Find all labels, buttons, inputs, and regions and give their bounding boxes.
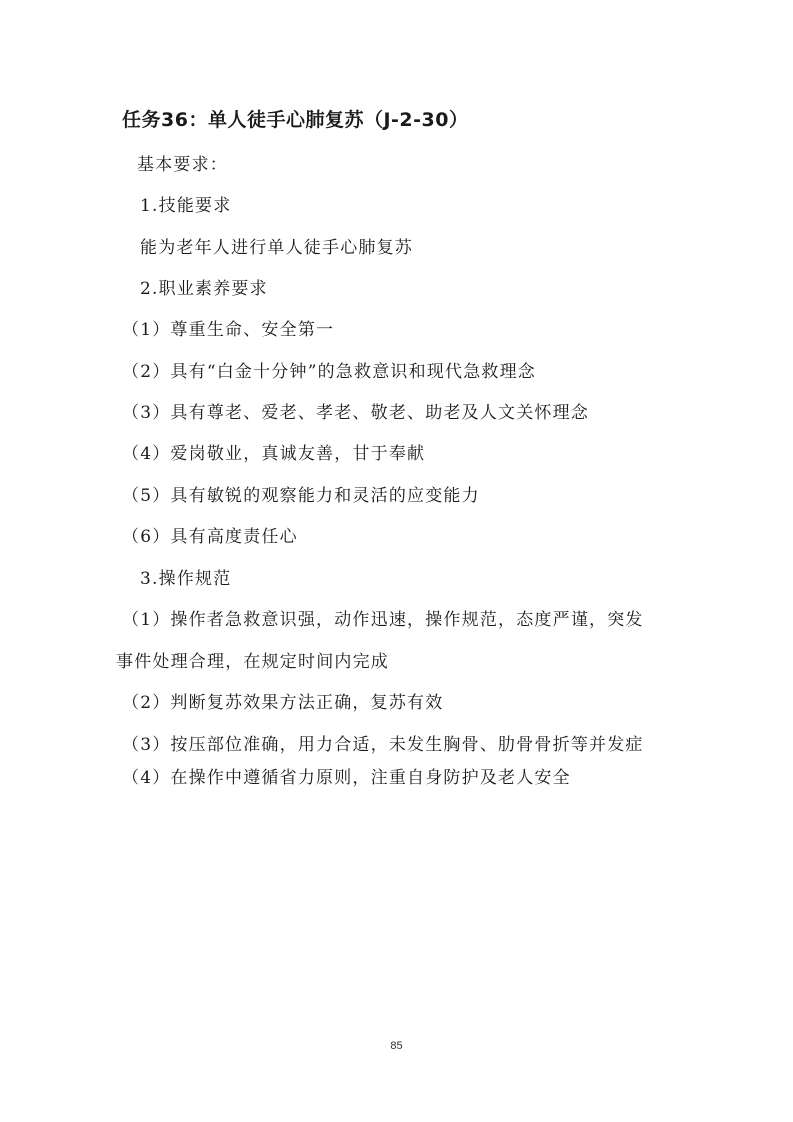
professional-requirements-heading: 2.职业素养要求 (140, 279, 268, 299)
operation-item-3: （3）按压部位准确，用力合适，未发生胸骨、肋骨骨折等并发症 (122, 735, 644, 755)
page-number: 85 (390, 1040, 403, 1052)
section-title: 任务36：单人徒手心肺复苏（J-2-30） (122, 109, 469, 131)
operation-item-1: （1）操作者急救意识强，动作迅速，操作规范，态度严谨，突发 (122, 610, 644, 630)
basic-requirements-heading: 基本要求： (137, 155, 228, 175)
requirement-item-2: （2）具有“白金十分钟”的急救意识和现代急救理念 (122, 362, 536, 382)
requirement-item-1: （1）尊重生命、安全第一 (122, 320, 335, 340)
skill-requirements-heading: 1.技能要求 (140, 196, 232, 216)
operation-spec-heading: 3.操作规范 (140, 569, 232, 589)
requirement-item-4: （4）爱岗敬业，真诚友善，甘于奉献 (122, 444, 426, 464)
requirement-item-5: （5）具有敏锐的观察能力和灵活的应变能力 (122, 486, 480, 506)
operation-item-4: （4）在操作中遵循省力原则，注重自身防护及老人安全 (122, 768, 571, 788)
operation-item-1-continued: 事件处理合理，在规定时间内完成 (116, 652, 389, 672)
requirement-item-3: （3）具有尊老、爱老、孝老、敬老、助老及人文关怀理念 (122, 403, 590, 423)
requirement-item-6: （6）具有高度责任心 (122, 527, 298, 547)
operation-item-2: （2）判断复苏效果方法正确，复苏有效 (122, 693, 444, 713)
skill-requirement-text: 能为老年人进行单人徒手心肺复苏 (140, 238, 413, 258)
